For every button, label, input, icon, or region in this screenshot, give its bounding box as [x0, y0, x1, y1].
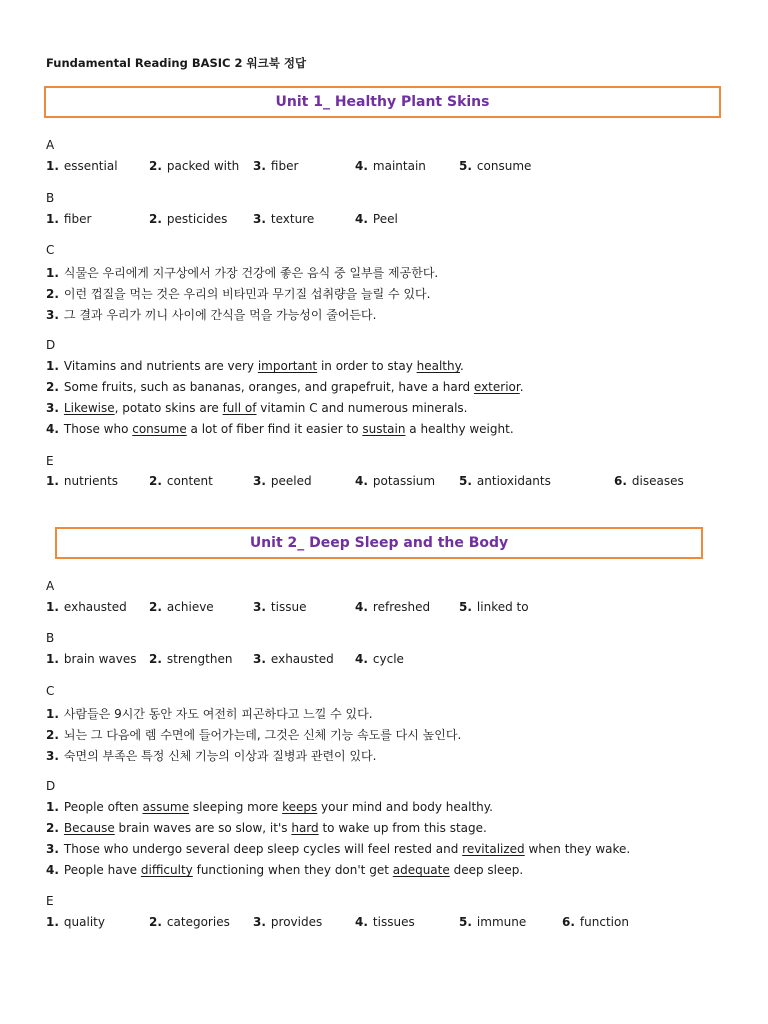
unit2-section-d-label: D: [46, 779, 56, 793]
unit2-d-line: 1. People often assume sleeping more keeps your mind and body healthy.: [46, 800, 493, 814]
answer-item: 1. quality: [46, 915, 105, 929]
answer-item: 4. potassium: [355, 474, 436, 488]
unit2-section-e-label: E: [46, 894, 54, 908]
answer-item: 4. maintain: [355, 159, 426, 173]
answer-item: 4. refreshed: [355, 600, 431, 614]
unit2-d-line: 4. People have difficulty functioning when they don't get adequate deep sleep.: [46, 863, 524, 877]
unit1-section-c-label: C: [46, 243, 55, 257]
answer-item: 1. exhausted: [46, 600, 127, 614]
answer-item: 1. fiber: [46, 212, 92, 226]
answer-item: 2. achieve: [149, 600, 214, 614]
answer-item: 4. tissues: [355, 915, 415, 929]
unit2-c-line: 2. 뇌는 그 다음에 렘 수면에 들어가는데, 그것은 신체 기능 속도를 다시 높인다.: [46, 728, 462, 742]
unit1-d-line: 1. Vitamins and nutrients are very important in order to stay healthy.: [46, 359, 464, 373]
unit2-section-c-label: C: [46, 684, 55, 698]
answer-item: 2. strengthen: [149, 652, 233, 666]
unit2-c-line: 3. 숙면의 부족은 특정 신체 기능의 이상과 질병과 관련이 있다.: [46, 749, 377, 763]
unit2-c-line: 1. 사람들은 9시간 동안 자도 여전히 피곤하다고 느낄 수 있다.: [46, 707, 373, 721]
answer-item: 6. diseases: [614, 474, 684, 488]
answer-item: 5. antioxidants: [459, 474, 551, 488]
answer-item: 3. tissue: [253, 600, 307, 614]
answer-item: 3. texture: [253, 212, 315, 226]
answer-item: 3. peeled: [253, 474, 312, 488]
unit2-title: Unit 2_ Deep Sleep and the Body: [249, 535, 509, 551]
unit2-d-line: 3. Those who undergo several deep sleep cycles will feel rested and revitalized when they wake.: [46, 842, 631, 856]
answer-item: 2. categories: [149, 915, 230, 929]
unit2-section-a-label: A: [46, 579, 55, 593]
answer-item: 6. function: [562, 915, 629, 929]
unit1-title: Unit 1_ Healthy Plant Skins: [275, 94, 490, 110]
answer-item: 5. consume: [459, 159, 532, 173]
unit1-d-line: 2. Some fruits, such as bananas, oranges, and grapefruit, have a hard exterior.: [46, 380, 524, 394]
answer-item: 2. pesticides: [149, 212, 228, 226]
document-title: Fundamental Reading BASIC 2 워크북 정답: [46, 56, 307, 70]
answer-item: 3. fiber: [253, 159, 299, 173]
answer-item: 2. content: [149, 474, 213, 488]
unit1-section-a-label: A: [46, 138, 55, 152]
answer-item: 1. essential: [46, 159, 118, 173]
unit1-section-e-label: E: [46, 454, 54, 468]
answer-item: 4. Peel: [355, 212, 398, 226]
unit2-section-b-label: B: [46, 631, 55, 645]
unit1-c-line: 3. 그 결과 우리가 끼니 사이에 간식을 먹을 가능성이 줄어든다.: [46, 308, 377, 322]
answer-item: 5. linked to: [459, 600, 529, 614]
answer-item: 2. packed with: [149, 159, 240, 173]
answer-item: 5. immune: [459, 915, 527, 929]
unit1-title-box: [44, 86, 721, 118]
unit1-d-line: 3. Likewise, potato skins are full of vitamin C and numerous minerals.: [46, 401, 468, 415]
answer-item: 3. provides: [253, 915, 323, 929]
unit1-c-line: 2. 이런 껍질을 먹는 것은 우리의 비타민과 무기질 섭취량을 늘릴 수 있다.: [46, 287, 431, 301]
unit2-d-line: 2. Because brain waves are so slow, it's hard to wake up from this stage.: [46, 821, 487, 835]
unit1-d-line: 4. Those who consume a lot of fiber find it easier to sustain a healthy weight.: [46, 422, 514, 436]
answer-item: 3. exhausted: [253, 652, 334, 666]
unit1-section-b-label: B: [46, 191, 55, 205]
unit1-c-line: 1. 식물은 우리에게 지구상에서 가장 건강에 좋은 음식 중 일부를 제공한다.: [46, 266, 439, 280]
answer-item: 1. nutrients: [46, 474, 119, 488]
unit1-section-d-label: D: [46, 338, 56, 352]
unit2-title-box: [55, 527, 703, 559]
answer-item: 4. cycle: [355, 652, 404, 666]
answer-item: 1. brain waves: [46, 652, 137, 666]
